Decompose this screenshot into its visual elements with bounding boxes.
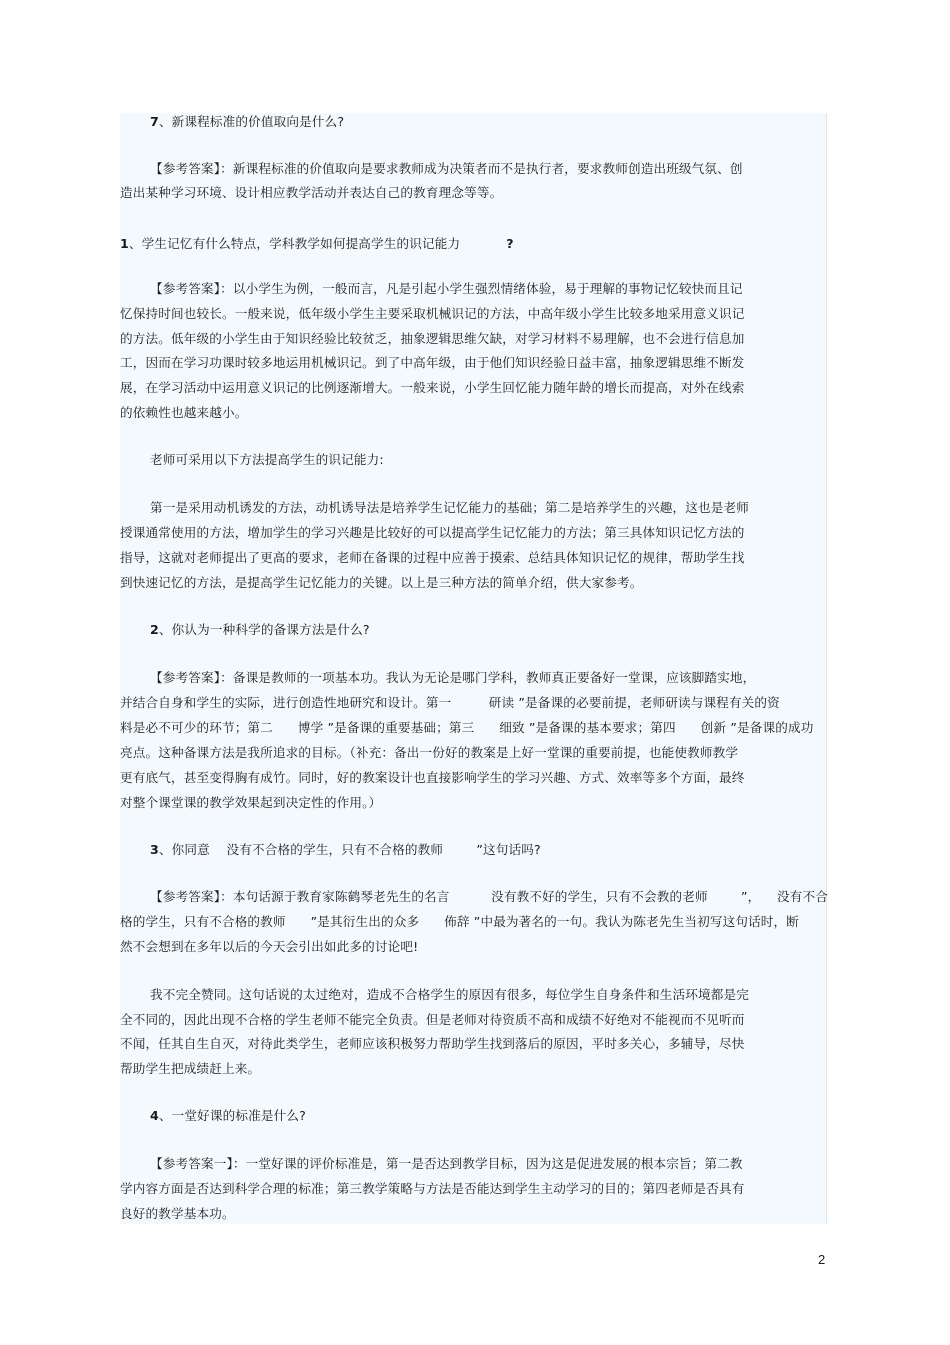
q4-answer-line-2: 学内容方面是否达到科学合理的标准；第三教学策略与方法是否能达到学生主动学习的目的；第四老师是否具有 [120,1181,745,1196]
q1-methods-line-3: 指导，这就对老师提出了更高的要求，老师在备课的过程中应善于摸索、总结具体知识记忆的规律，帮助学生找 [120,550,745,565]
q1-answer-line-4: 工，因而在学习功课时较多地运用机械识记。到了中高年级，由于他们知识经验日益丰富，抽象逻辑思维不断发 [120,355,745,370]
question-1-title: 1、学生记忆有什么特点，学科教学如何提高学生的识记能力 ? [120,236,514,251]
q3-opinion-line-2: 全不同的，因此出现不合格的学生老师不能完全负责。但是老师对待资质不高和成绩不好绝对不能视而不见听而 [120,1012,745,1027]
q1-methods-line-2: 授课通常使用的方法，增加学生的学习兴趣是比较好的可以提高学生记忆能力的方法；第三具体知识记忆方法的 [120,525,745,540]
q1-answer-line-1: 【参考答案】：以小学生为例，一般而言，凡是引起小学生强烈情绪体验，易于理解的事物记忆较快而且记 [150,281,743,296]
question-4-title: 4、一堂好课的标准是什么? [150,1108,306,1123]
q3-answer-line-3: 然不会想到在多年以后的今天会引出如此多的讨论吧! [120,939,419,954]
q1-answer-line-5: 展，在学习活动中运用意义识记的比例逐渐增大。一般来说，小学生回忆能力随年龄的增长而提高，对外在线索 [120,380,745,395]
question-2-title: 2、你认为一种科学的备课方法是什么? [150,622,370,637]
q2-answer-line-4: 亮点。这种备课方法是我所追求的目标。（补充：备出一份好的教案是上好一堂课的重要前提，也能使教师教学 [120,745,739,760]
q2-answer-line-3: 料是必不可少的环节；第二 博学 ”是备课的重要基础；第三 细致 ”是备课的基本要求；第四 创新 ”是备课的成功 [120,720,814,735]
question-3-title: 3、你同意 没有不合格的学生，只有不合格的教师 ”这句话吗? [150,842,541,857]
q1-methods-line-4: 到快速记忆的方法，是提高学生记忆能力的关键。以上是三种方法的简单介绍，供大家参考。 [120,575,643,590]
q2-answer-line-5: 更有底气，甚至变得胸有成竹。同时，好的教案设计也直接影响学生的学习兴趣、方式、效率等多个方面，最终 [120,770,745,785]
q3-answer-line-2: 格的学生，只有不合格的教师 ”是其衍生出的众多 佈辞 ”中最为著名的一句。我认为陈老先生当初写这句话时，断 [120,914,800,929]
q2-answer-line-6: 对整个课堂课的教学效果起到决定性的作用。） [120,795,382,810]
q7-answer-line-1: 【参考答案】：新课程标准的价值取向是要求教师成为决策者而不是执行者，要求教师创造出班级气氛、创 [150,161,743,176]
q3-opinion-line-4: 帮助学生把成绩赶上来。 [120,1061,261,1076]
question-7-title: 7、新课程标准的价值取向是什么? [150,114,345,129]
q1-answer-line-3: 的方法。低年级的小学生由于知识经验比较贫乏，抽象逻辑思维欠缺，对学习材料不易理解，也不会进行信息加 [120,331,745,346]
q1-methods-intro: 老师可采用以下方法提高学生的识记能力: [150,452,384,467]
q7-answer-line-2: 造出某种学习环境、设计相应教学活动并表达自己的教育理念等等。 [120,185,503,200]
q3-opinion-line-1: 我不完全赞同。这句话说的太过绝对，造成不合格学生的原因有很多，每位学生自身条件和生活环境都是完 [150,987,749,1002]
q4-answer-line-3: 良好的教学基本功。 [120,1206,235,1221]
q2-answer-line-2: 并结合自身和学生的实际，进行创造性地研究和设计。第一 研读 ”是备课的必要前提，老师研读与课程有关的资 [120,695,780,710]
q3-answer-line-1: 【参考答案】：本句话源于教育家陈鹤琴老先生的名言 没有教不好的学生，只有不会教的老师 ”， 没有不合 [150,889,828,904]
q1-methods-line-1: 第一是采用动机诱发的方法，动机诱导法是培养学生记忆能力的基础；第二是培养学生的兴趣，这也是老师 [150,500,749,515]
q1-answer-line-6: 的依赖性也越来越小。 [120,405,248,420]
page-number: 2 [818,1252,826,1267]
q3-opinion-line-3: 不闻，任其自生自灭，对待此类学生，老师应该积极努力帮助学生找到落后的原因，平时多关心，多辅导，尽快 [120,1036,745,1051]
q4-answer-line-1: 【参考答案一】：一堂好课的评价标准是，第一是否达到教学目标，因为这是促进发展的根本宗旨；第二教 [150,1156,743,1171]
q1-answer-line-2: 忆保持时间也较长。一般来说，低年级小学生主要采取机械识记的方法，中高年级小学生比较多地采用意义识记 [120,306,745,321]
q2-answer-line-1: 【参考答案】：备课是教师的一项基本功。我认为无论是哪门学科，教师真正要备好一堂课，应该脚踏实地， [150,670,756,685]
